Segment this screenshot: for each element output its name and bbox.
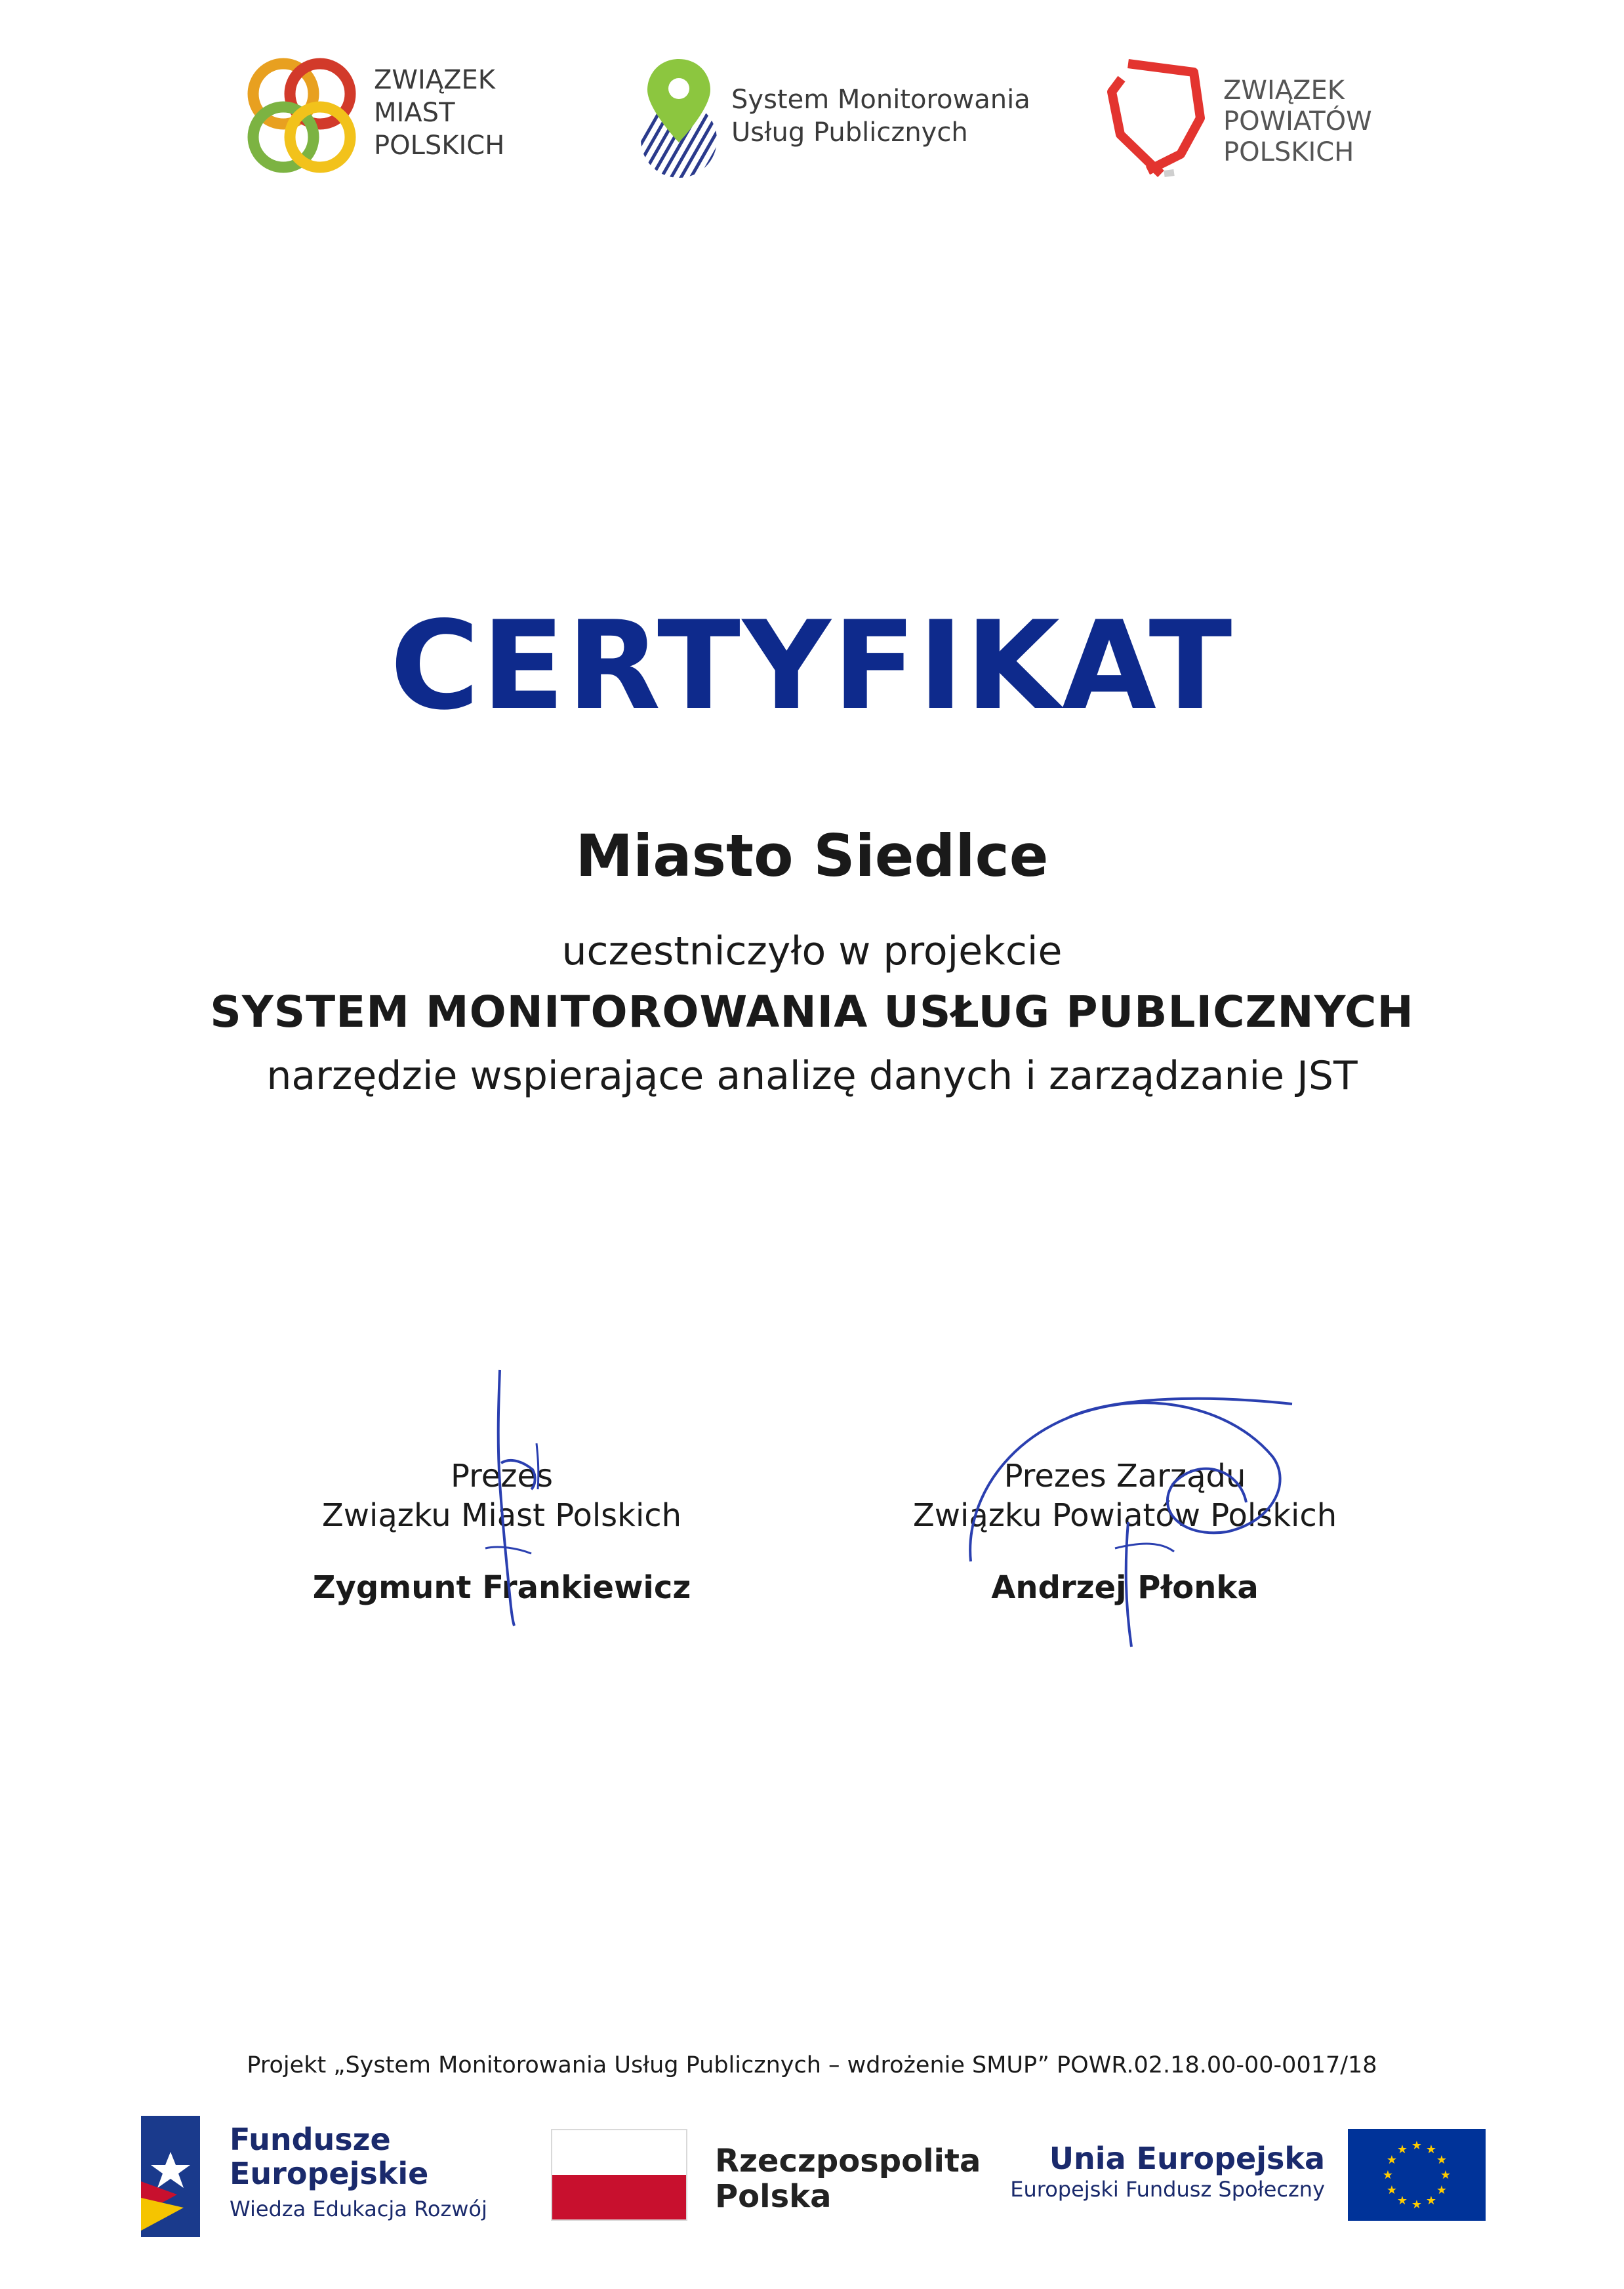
- fe-logo-tagline: Wiedza Edukacja Rozwój: [230, 2196, 487, 2221]
- zmp-logo-line3: POLSKICH: [374, 131, 505, 161]
- zmp-logo-line1: ZWIĄZEK: [374, 65, 496, 95]
- handwritten-signature-plonka: [964, 1391, 1305, 1653]
- project-description: narzędzie wspierające analizę danych i zarządzanie JST: [266, 1053, 1358, 1099]
- svg-text:★: ★: [1386, 2183, 1398, 2197]
- fe-logo-line1: Fundusze: [230, 2122, 391, 2157]
- zpp-logo-line2: POWIATÓW: [1223, 106, 1372, 136]
- ue-logo-line1: Unia Europejska: [1049, 2141, 1325, 2176]
- fe-stars-icon: [138, 2116, 203, 2237]
- zmp-logo: [243, 56, 531, 180]
- project-reference: Projekt „System Monitorowania Usług Publicznych – wdrożenie SMUP” POWR.02.18.00-00-0017/18: [247, 2052, 1377, 2078]
- signatory-name: Andrzej Płonka: [991, 1569, 1259, 1606]
- project-name: SYSTEM MONITOROWANIA USŁUG PUBLICZNYCH: [210, 987, 1414, 1037]
- svg-text:★: ★: [1396, 2143, 1408, 2156]
- certificate-title: CERTYFIKAT: [390, 594, 1234, 737]
- svg-text:★: ★: [1382, 2168, 1394, 2182]
- smup-logo: [639, 56, 1033, 180]
- svg-text:★: ★: [1411, 2198, 1423, 2212]
- ue-logo-line2: Europejski Fundusz Społeczny: [1010, 2177, 1325, 2202]
- signatory-name: Zygmunt Frankiewicz: [312, 1569, 691, 1606]
- rp-logo-line1: Rzeczpospolita: [715, 2143, 981, 2179]
- svg-text:★: ★: [1396, 2194, 1408, 2208]
- smup-logo-line1: System Monitorowania: [731, 85, 1030, 115]
- svg-text:★: ★: [1436, 2183, 1448, 2197]
- rzeczpospolita-polska-logo: [551, 2129, 981, 2227]
- svg-text:★: ★: [1436, 2153, 1448, 2167]
- location-pin-icon: [639, 56, 718, 180]
- handwritten-signature-frankiewicz: [459, 1365, 590, 1627]
- eu-flag-icon: [1348, 2129, 1486, 2221]
- signatory-role-line2: Związku Powiatów Polskich: [912, 1497, 1337, 1534]
- zpp-logo-line1: ZWIĄZEK: [1223, 75, 1345, 106]
- signatory-role-line2: Związku Miast Polskich: [321, 1497, 682, 1534]
- zmp-logo-line2: MIAST: [374, 98, 455, 128]
- smup-logo-line2: Usług Publicznych: [731, 117, 968, 148]
- zpp-logo-line3: POLSKICH: [1223, 137, 1354, 167]
- rp-logo-line2: Polska: [715, 2178, 832, 2215]
- unia-europejska-logo: [1010, 2129, 1489, 2227]
- zmp-rings-icon: [243, 56, 361, 177]
- fe-logo-line2: Europejskie: [230, 2156, 429, 2191]
- poland-flag-icon: [551, 2129, 687, 2221]
- signatory-role-line1: Prezes: [450, 1458, 554, 1495]
- svg-text:★: ★: [1440, 2168, 1451, 2182]
- svg-text:★: ★: [1411, 2139, 1423, 2153]
- zpp-logo: [1102, 56, 1391, 180]
- recipient-name: Miasto Siedlce: [575, 822, 1049, 890]
- svg-text:★: ★: [1425, 2143, 1437, 2156]
- signatory-role-line1: Prezes Zarządu: [1004, 1458, 1246, 1495]
- svg-text:★: ★: [1425, 2194, 1437, 2208]
- zpp-map-icon: [1102, 56, 1213, 180]
- participation-text: uczestniczyło w projekcie: [561, 928, 1063, 974]
- svg-text:★: ★: [1386, 2153, 1398, 2167]
- fundusze-europejskie-logo: [138, 2116, 505, 2240]
